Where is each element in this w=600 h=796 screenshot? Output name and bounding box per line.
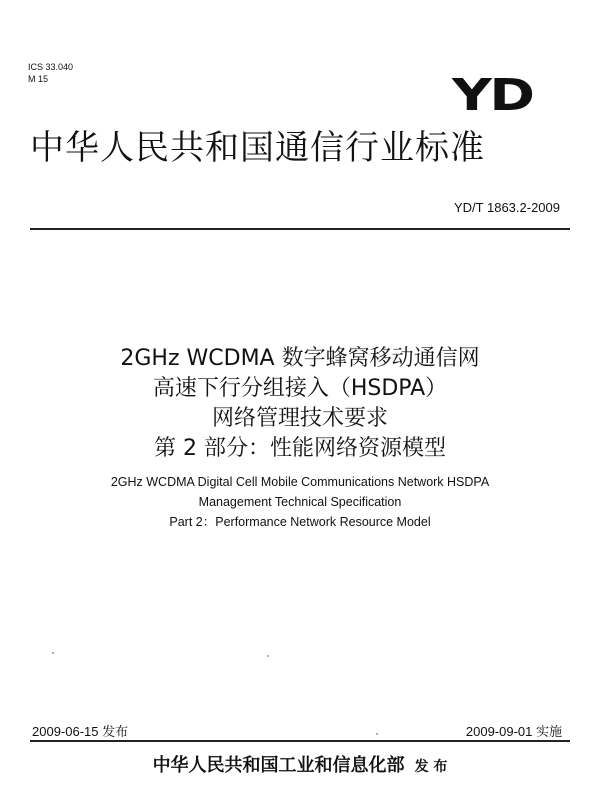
issuer-name: 中华人民共和国工业和信息化部: [152, 755, 405, 776]
effective-date: 2009-09-01 实施: [465, 724, 562, 739]
scan-speck: [267, 655, 269, 657]
title-en-line-3: Part 2：Performance Network Resource Model: [169, 515, 431, 529]
title-cn-line-3: 网络管理技术要求: [211, 406, 388, 431]
yd-logo: YD: [452, 70, 533, 121]
issue-action: 发 布: [414, 759, 448, 775]
document-title-block: [0, 344, 600, 532]
title-cn-line-1: 2GHz WCDMA 数字蜂窝移动通信网: [120, 346, 480, 371]
title-cn-line-2: 高速下行分组接入（HSDPA）: [152, 376, 448, 401]
ics-code: ICS 33.040: [28, 62, 74, 72]
standard-category-title: 中华人民共和国通信行业标准: [30, 128, 485, 168]
ccs-code: M 15: [28, 74, 49, 84]
title-en-line-2: Management Technical Specification: [198, 495, 402, 509]
publish-date: 2009-06-15 发布: [32, 724, 129, 739]
scan-speck: [376, 733, 378, 735]
issuing-authority: [0, 751, 600, 777]
scan-speck: [52, 652, 54, 654]
footer-divider: [30, 740, 570, 742]
header-divider: [30, 228, 570, 230]
classification-block: [28, 61, 73, 85]
title-cn-line-4: 第 2 部分：性能网络资源模型: [154, 436, 446, 461]
title-en-line-1: 2GHz WCDMA Digital Cell Mobile Communications Network HSDPA: [110, 475, 490, 489]
standard-number: YD/T 1863.2-2009: [454, 200, 560, 215]
